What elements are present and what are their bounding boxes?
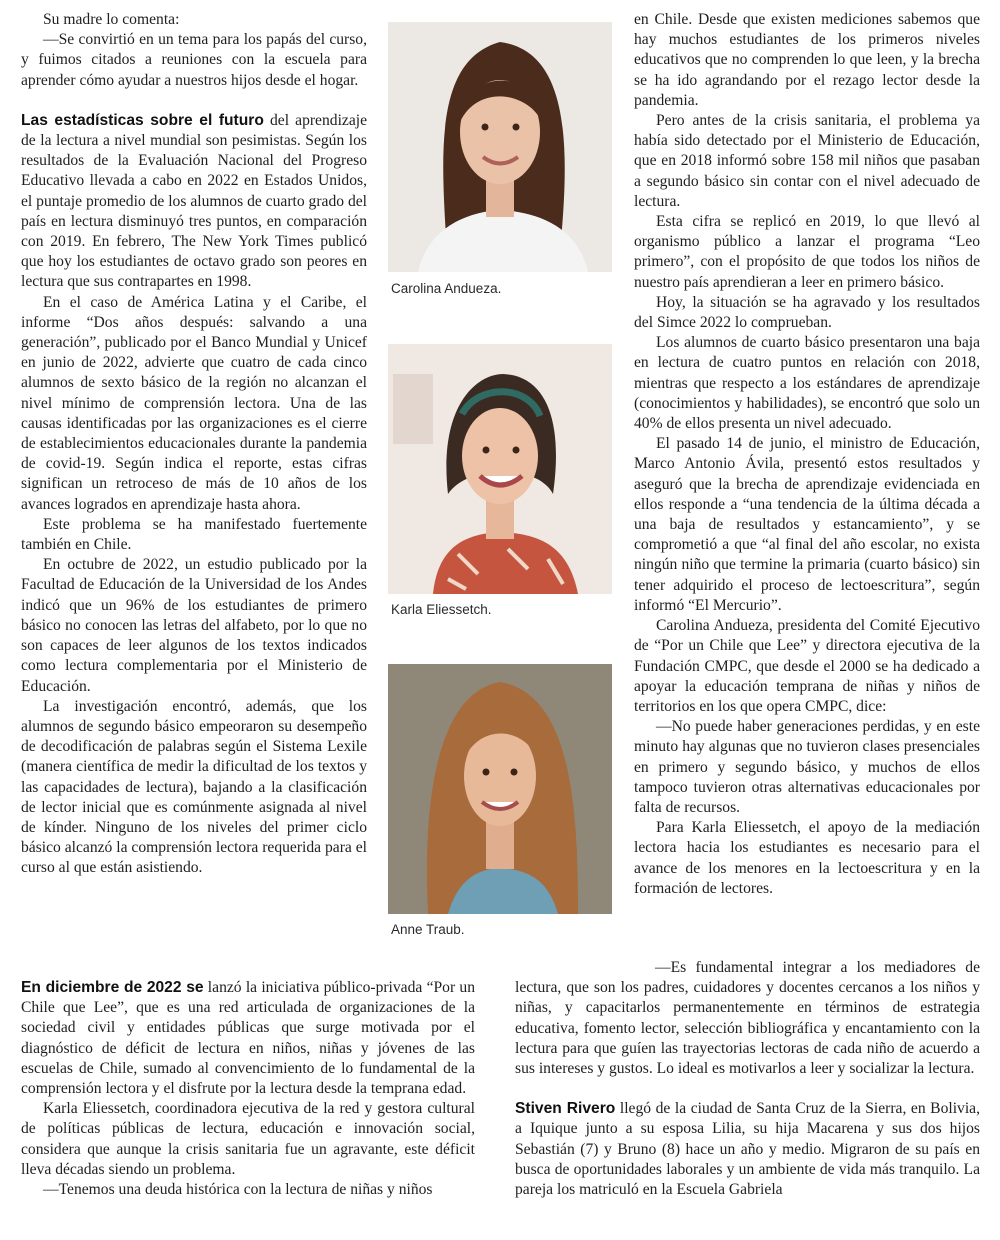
section-paragraph (515, 1099, 980, 1200)
paragraph: Karla Eliessetch, coordinadora ejecutiva de la red y gestora cultural de políticas públicas de lectura, educación e innovación social, considera que aunque la crisis sanitaria fue un agravante, este déficit lleva décadas siendo un problema. (21, 1100, 475, 1178)
paragraph: Su madre lo comenta: (43, 11, 180, 28)
portrait-image (388, 22, 612, 272)
portrait-photo-karla (388, 344, 612, 594)
paragraph: En octubre de 2022, un estudio publicado por la Facultad de Educación de la Universidad de los Andes indicó que un 96% de los estudiantes de primero básico no conocen las letras del alfabeto, por lo que no son capaces de leer algunos de los textos indicados como lectura complementaria por el Ministerio de Educación. (21, 556, 367, 695)
paragraph: —Se convirtió en un tema para los papás del curso, y fuimos citados a reuniones con la escuela para aprender cómo ayudar a nuestros hijos desde el hogar. (21, 31, 367, 89)
article-bottom-left (21, 978, 475, 1200)
paragraph-text: lanzó la iniciativa público-privada “Por un Chile que Lee”, que es una red articulada de organizaciones de la sociedad civil y entidades públicas que surge motivada por el diagnóstico de déficit de lectura en niños, niñas y jóvenes de las escuelas de Chile, sumado al convencimiento de lo fundamental de la comprensión lectora y el disfrute por la lectura desde la temprana edad. (21, 979, 475, 1098)
photo-caption: Carolina Andueza. (391, 281, 502, 296)
paragraph: Hoy, la situación se ha agravado y los resultados del Simce 2022 lo comprueban. (634, 293, 980, 332)
section-lead: Las estadísticas sobre el futuro (21, 111, 264, 129)
article-column-left (21, 10, 367, 879)
section-lead: En diciembre de 2022 se (21, 979, 204, 996)
paragraph: —Tenemos una deuda histórica con la lectura de niñas y niños (43, 1181, 433, 1199)
portrait-photo-anne (388, 664, 612, 914)
paragraph: Los alumnos de cuarto básico presentaron una baja en lectura de cuatro puntos en relación con 2018, mientras que respecto a los estándares de aprendizaje (conocimientos y habilidades), se encontró que solo un 40% de ellos presenta un nivel adecuado. (634, 334, 980, 433)
paragraph: Pero antes de la crisis sanitaria, el problema ya había sido detectado por el Ministerio de Educación, que en 2018 informó sobre 158 mil niños que pasaban a segundo básico sin contar con el nivel adecuado de lectura. (634, 112, 980, 210)
portrait-image (388, 664, 612, 914)
paragraph: Para Karla Eliessetch, el apoyo de la mediación lectora hacia los estudiantes es necesario para el avance de los menores en la lectoescritura y en la formación de lectores. (634, 819, 980, 897)
section-paragraph (21, 111, 367, 293)
paragraph: El pasado 14 de junio, el ministro de Educación, Marco Antonio Ávila, presentó estos resultados y aseguró que la brecha de aprendizaje evidenciada en ellos responde a “una tendencia de la última década a una baja de resultados y estancamiento”, y se comprometió a que “al final del año escolar, no exista ningún niño que termine la primaria (cuarto básico) sin tener adquirido el proceso de lectoescritura”, según informó “El Mercurio”. (634, 435, 980, 614)
paragraph-text: del aprendizaje de la lectura a nivel mundial son pesimistas. Según los resultados de la Evaluación Nacional del Progreso Educativo llevada a cabo en 2022 en Estados Unidos, el puntaje promedio de los alumnos de cuarto grado del país en lectura disminuyó tres puntos, en comparación con 2019. En febrero, The New York Times publicó que hoy los estudiantes de octavo grado son peores en lectura que sus contrapartes en 1998. (21, 111, 367, 291)
section-paragraph (21, 978, 475, 1099)
portrait-image (388, 344, 612, 594)
paragraph: La investigación encontró, además, que los alumnos de segundo básico empeoraron su desempeño de decodificación de palabras según el Sistema Lexile (manera científica de medir la dificultad de los textos y las capacidades de lectura), bajando a la clasificación de lector inicial que es comúnmente asignada al nivel de kínder. Ninguno de los niveles del primer ciclo básico alcanzó la comprensión lectora requerida para el curso al que están asistiendo. (21, 697, 367, 877)
paragraph: —Es fundamental integrar a los mediadores de lectura, que son los padres, cuidadores y docentes cercanos a los niños y niñas, y capacitarlos permanentemente en términos de estrategia educativa, fomento lector, selección bibliográfica y encantamiento con la lectura para que guíen las trayectorias lectoras de cada niño de acuerdo a sus intereses y gustos. Lo ideal es motivarlos a leer y socializar la lectura. (515, 959, 980, 1078)
article-column-right (634, 10, 980, 899)
paragraph: Esta cifra se replicó en 2019, lo que llevó al organismo público a lanzar el programa “Leo primero”, con el propósito de que todos los niños de nuestro país aprendieran a leer en primero básico. (634, 213, 980, 291)
section-lead: Stiven Rivero (515, 1100, 616, 1118)
paragraph: Este problema se ha manifestado fuertemente también en Chile. (21, 515, 367, 554)
portrait-photo-carolina (388, 22, 612, 272)
paragraph: en Chile. Desde que existen mediciones sabemos que hay muchos estudiantes de los primeros niveles educativos que no comprenden lo que leen, y la brecha se ha ido agrandando por el rezago lector desde la pandemia. (634, 11, 980, 109)
article-bottom-right (515, 958, 980, 1200)
photo-caption: Anne Traub. (391, 922, 465, 937)
photo-caption: Karla Eliessetch. (391, 602, 492, 617)
paragraph: Carolina Andueza, presidenta del Comité Ejecutivo de “Por un Chile que Lee” y directora ejecutiva de la Fundación CMPC, que desde el 2000 se ha dedicado a apoyar la educación temprana de niñas y niños de territorios en los que opera CMPC, dice: (634, 617, 980, 715)
paragraph: —No puede haber generaciones perdidas, y en este minuto hay algunas que no tuvieron clases presenciales en primero y segundo básico, y muchos de ellos tampoco tuvieron otras alternativas educacionales por falta de recursos. (634, 718, 980, 816)
paragraph-text: llegó de la ciudad de Santa Cruz de la Sierra, en Bolivia, a Iquique junto a su esposa Lilia, su hija Macarena y sus dos hijos Sebastián (7) y Bruno (8) hace un año y medio. Migraron de su país en busca de oportunidades laborales y un ambiente de vida más tranquilo. La pareja los matriculó en la Escuela Gabriela (515, 1100, 980, 1199)
paragraph: En el caso de América Latina y el Caribe, el informe “Dos años después: salvando a una generación”, publicado por el Banco Mundial y Unicef en junio de 2022, advierte que cuatro de cada cinco alumnos de sexto básico de la región no alcanzan el nivel mínimo de comprensión lectora. Una de las causas identificadas por las organizaciones es el cierre de establecimientos educacionales durante la pandemia de covid-19. Según indica el reporte, estas cifras significan un retroceso de más de 10 años de los avances logrados en aprendizaje hasta ahora. (21, 293, 367, 513)
